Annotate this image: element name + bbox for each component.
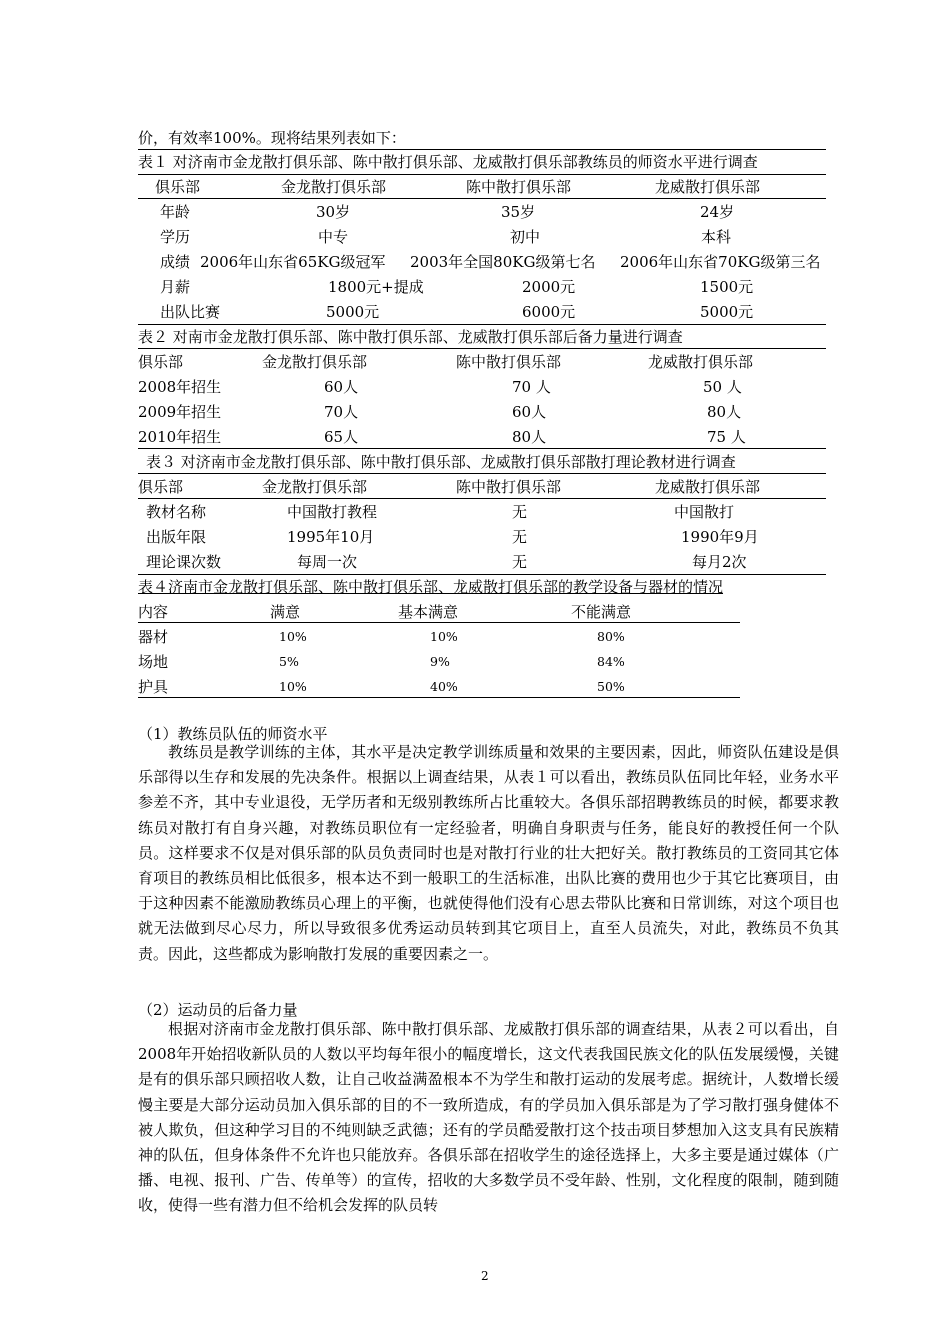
table2-cell: 70 人 bbox=[512, 378, 551, 396]
table1-cell: 月薪 bbox=[160, 278, 191, 296]
table1-cell: 35岁 bbox=[501, 203, 536, 221]
section2-heading: （2）运动员的后备力量 bbox=[138, 1001, 298, 1019]
table2-cell: 60人 bbox=[512, 403, 547, 421]
table4-cell: 场地 bbox=[138, 653, 169, 671]
table1-cell: 初中 bbox=[510, 228, 541, 246]
table1-cell: 2006年山东省70KG级第三名 bbox=[620, 253, 821, 271]
table2-header: 俱乐部 bbox=[138, 353, 184, 371]
table2-cell: 60人 bbox=[324, 378, 359, 396]
table2-header: 龙威散打俱乐部 bbox=[648, 353, 754, 371]
table-rule bbox=[138, 473, 826, 474]
table1-cell: 本科 bbox=[701, 228, 732, 246]
section2-body: 根据对济南市金龙散打俱乐部、陈中散打俱乐部、龙威散打俱乐部的调查结果，从表２可以看出，自2008年开始招收新队员的人数以平均每年很小的幅度增长，这文代表我国民族文化的队伍发展缓慢，关键是有的俱乐部只顾招收人数，让自己收益满盈根本不为学生和散打运动的发展考虑。据统计，人数增长缓慢主要是大部分运动员加入俱乐部的目的不一致所造成，有的学员加入俱乐部是为了学习散打强身健体不被人欺负，但这种学习目的不纯则缺乏武德；还有的学员酷爱散打这个技击项目梦想加入这支具有民族精神的队伍，但身体条件不允许也只能放弃。各俱乐部在招收学生的途径选择上，大多主要是通过媒体（广播、电视、报刊、广告、传单等）的宣传，招收的大多数学员不受年龄、性别，文化程度的限制，随到随收，使得一些有潜力但不给机会发挥的队员转 bbox=[138, 1020, 839, 1215]
table1-cell: 1500元 bbox=[700, 278, 754, 296]
table2-cell: 75 人 bbox=[707, 428, 746, 446]
table2-cell: 2010年招生 bbox=[138, 428, 222, 446]
table2-cell: 65人 bbox=[324, 428, 359, 446]
table4-header: 内容 bbox=[138, 603, 169, 621]
table2-cell: 50 人 bbox=[703, 378, 742, 396]
table3-header: 金龙散打俱乐部 bbox=[262, 478, 368, 496]
table3-cell: 每周一次 bbox=[297, 553, 358, 571]
table-rule bbox=[138, 574, 826, 575]
table2-cell: 80人 bbox=[512, 428, 547, 446]
table3-header: 俱乐部 bbox=[138, 478, 184, 496]
table1-cell: 6000元 bbox=[522, 303, 576, 321]
table3-cell: 中国散打 bbox=[674, 503, 735, 521]
table1-header: 龙威散打俱乐部 bbox=[655, 178, 761, 196]
table4-header: 满意 bbox=[270, 603, 301, 621]
table3-cell: 无 bbox=[512, 553, 528, 571]
table1-cell: 2003年全国80KG级第七名 bbox=[410, 253, 596, 271]
table4-cell: 护具 bbox=[138, 678, 169, 696]
table4-cell: 50% bbox=[597, 679, 625, 694]
table3-cell: 无 bbox=[512, 503, 528, 521]
table3-cell: 中国散打教程 bbox=[287, 503, 378, 521]
table2-cell: 70人 bbox=[324, 403, 359, 421]
table4-header: 不能满意 bbox=[571, 603, 632, 621]
table3-cell: 理论课次数 bbox=[146, 553, 222, 571]
table4-cell: 84% bbox=[597, 654, 625, 669]
table2-header: 陈中散打俱乐部 bbox=[456, 353, 562, 371]
table4-cell: 5% bbox=[279, 654, 299, 669]
table2-cell: 80人 bbox=[707, 403, 742, 421]
table2-header: 金龙散打俱乐部 bbox=[262, 353, 368, 371]
table1-cell: 5000元 bbox=[326, 303, 380, 321]
table1-cell: 中专 bbox=[318, 228, 349, 246]
table4-cell: 10% bbox=[430, 629, 458, 644]
table3-cell: 每月2次 bbox=[692, 553, 747, 571]
table4-cell: 40% bbox=[430, 679, 458, 694]
table1-header: 俱乐部 bbox=[155, 178, 201, 196]
table-rule bbox=[138, 448, 826, 449]
table4-cell: 80% bbox=[597, 629, 625, 644]
table1-cell: 出队比赛 bbox=[160, 303, 221, 321]
table1-cell: 年龄 bbox=[160, 203, 191, 221]
table-rule bbox=[138, 174, 826, 175]
table4-cell: 10% bbox=[279, 629, 307, 644]
table1-cell: 学历 bbox=[160, 228, 191, 246]
table2-caption: 表２ 对南市金龙散打俱乐部、陈中散打俱乐部、龙威散打俱乐部后备力量进行调查 bbox=[138, 328, 683, 346]
table1-caption: 表１ 对济南市金龙散打俱乐部、陈中散打俱乐部、龙威散打俱乐部教练员的师资水平进行调查 bbox=[138, 153, 758, 171]
table-rule bbox=[138, 149, 826, 150]
table2-cell: 2009年招生 bbox=[138, 403, 222, 421]
table-rule bbox=[138, 198, 826, 199]
table1-cell: 2006年山东省65KG级冠军 bbox=[200, 253, 386, 271]
table3-cell: 1995年10月 bbox=[287, 528, 375, 546]
table3-cell: 无 bbox=[512, 528, 528, 546]
section1-body: 教练员是教学训练的主体，其水平是决定教学训练质量和效果的主要因素，因此，师资队伍建设是俱乐部得以生存和发展的先决条件。根据以上调查结果，从表１可以看出，教练员队伍同比年轻，业务水平参差不齐，其中专业退役，无学历者和无级别教练所占比重较大。各俱乐部招聘教练员的时候，都要求教练员对散打有自身兴趣，对教练员职位有一定经验者，明确自身职责与任务，能良好的教授任何一个队员。这样要求不仅是对俱乐部的队员负责同时也是对散打行业的壮大把好关。散打教练员的工资同其它体育项目的教练员相比低很多，根本达不到一般职工的生活标准，出队比赛的费用也少于其它比赛项目，由于这种因素不能激励教练员心理上的平衡，也就使得他们没有心思去带队比赛和日常训练，对这个项目也就无法做到尽心尽力，所以导致很多优秀运动员转到其它项目上，直至人员流失，对此，教练员不负其责。因此，这些都成为影响散打发展的重要因素之一。 bbox=[138, 743, 839, 963]
table4-cell: 器材 bbox=[138, 628, 169, 646]
table-rule bbox=[138, 348, 826, 349]
table1-cell: 2000元 bbox=[522, 278, 576, 296]
intro-line: 价，有效率100%。现将结果列表如下： bbox=[138, 129, 406, 147]
table3-cell: 1990年9月 bbox=[681, 528, 759, 546]
table1-cell: 成绩 bbox=[160, 253, 191, 271]
table3-cell: 教材名称 bbox=[146, 503, 207, 521]
table3-caption: 表３ 对济南市金龙散打俱乐部、陈中散打俱乐部、龙威散打俱乐部散打理论教材进行调查 bbox=[146, 453, 736, 471]
table4-header: 基本满意 bbox=[398, 603, 459, 621]
table1-header: 陈中散打俱乐部 bbox=[466, 178, 572, 196]
table2-cell: 2008年招生 bbox=[138, 378, 222, 396]
page-number: 2 bbox=[481, 1269, 489, 1283]
table1-header: 金龙散打俱乐部 bbox=[281, 178, 387, 196]
table-rule bbox=[138, 324, 826, 325]
table-rule bbox=[138, 622, 740, 623]
table3-cell: 出版年限 bbox=[146, 528, 207, 546]
table1-cell: 5000元 bbox=[700, 303, 754, 321]
section1-heading: （1）教练员队伍的师资水平 bbox=[138, 725, 328, 743]
table3-header: 陈中散打俱乐部 bbox=[456, 478, 562, 496]
table4-cell: 10% bbox=[279, 679, 307, 694]
table4-cell: 9% bbox=[430, 654, 450, 669]
table1-cell: 30岁 bbox=[316, 203, 351, 221]
table-rule bbox=[138, 498, 826, 499]
table-rule bbox=[138, 697, 740, 698]
table4-caption: 表４济南市金龙散打俱乐部、陈中散打俱乐部、龙威散打俱乐部的教学设备与器材的情况 bbox=[138, 578, 724, 596]
table1-cell: 24岁 bbox=[700, 203, 735, 221]
table3-header: 龙威散打俱乐部 bbox=[655, 478, 761, 496]
table1-cell: 1800元+提成 bbox=[328, 278, 424, 296]
